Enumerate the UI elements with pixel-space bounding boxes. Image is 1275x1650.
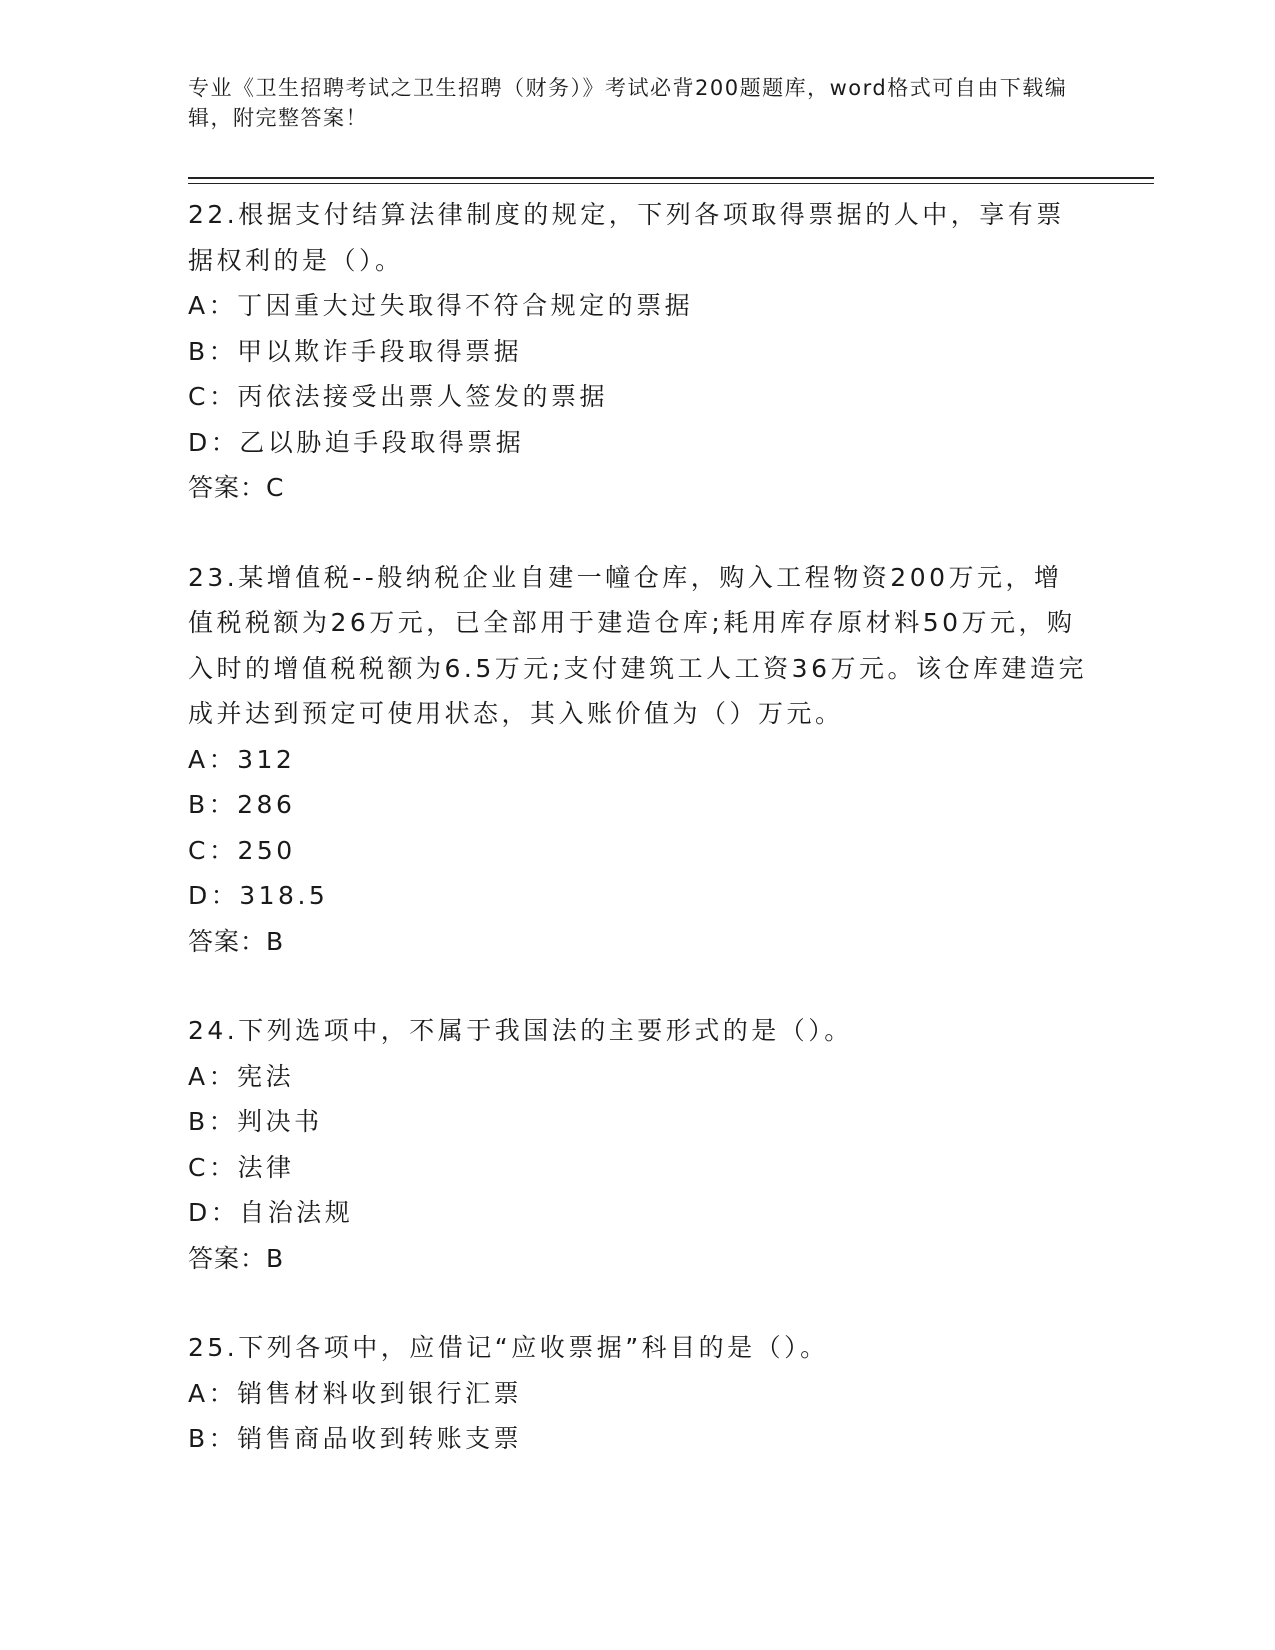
question-25 [188, 1325, 1088, 1462]
question-stem: 23.某增值税--般纳税企业自建一幢仓库，购入工程物资200万元，增值税税额为26万元，已全部用于建造仓库;耗用库存原材料50万元，购入时的增值税税额为6.5万元;支付建筑工人工资36万元。该仓库建造完成并达到预定可使用状态，其入账价值为（）万元。 [188, 562, 1087, 728]
question-stem: 22.根据支付结算法律制度的规定，下列各项取得票据的人中，享有票据权利的是（）。 [188, 200, 1065, 275]
answer-line: 答案：C [188, 473, 285, 502]
option-a: A：宪法 [188, 1061, 295, 1091]
option-a: A：销售材料收到银行汇票 [188, 1378, 523, 1408]
option-a: A：丁因重大过失取得不符合规定的票据 [188, 291, 694, 320]
answer-line: 答案：B [188, 1243, 285, 1273]
option-c: C：250 [188, 835, 296, 865]
question-stem: 24.下列选项中，不属于我国法的主要形式的是（）。 [188, 1016, 853, 1045]
option-d: D：318.5 [188, 881, 329, 910]
option-b: B：286 [188, 790, 296, 819]
option-b: B：销售商品收到转账支票 [188, 1424, 523, 1453]
page-header: 专业《卫生招聘考试之卫生招聘（财务）》考试必背200题题库，word格式可自由下载编辑，附完整答案！ [188, 76, 1068, 130]
option-d: D：自治法规 [188, 1198, 354, 1227]
header-divider-thin [188, 183, 1154, 184]
question-24 [188, 1008, 1088, 1281]
option-c: C：丙依法接受出票人签发的票据 [188, 382, 608, 411]
question-23 [188, 555, 1088, 965]
header-divider-thick [188, 177, 1154, 179]
question-22 [188, 192, 1088, 511]
question-list [188, 192, 1088, 1506]
answer-line: 答案：B [188, 926, 285, 956]
option-b: B：判决书 [188, 1107, 323, 1136]
option-a: A：312 [188, 744, 296, 774]
option-d: D：乙以胁迫手段取得票据 [188, 427, 525, 457]
question-stem: 25.下列各项中，应借记“应收票据”科目的是（）。 [188, 1333, 829, 1362]
option-c: C：法律 [188, 1152, 295, 1182]
option-b: B：甲以欺诈手段取得票据 [188, 336, 523, 366]
